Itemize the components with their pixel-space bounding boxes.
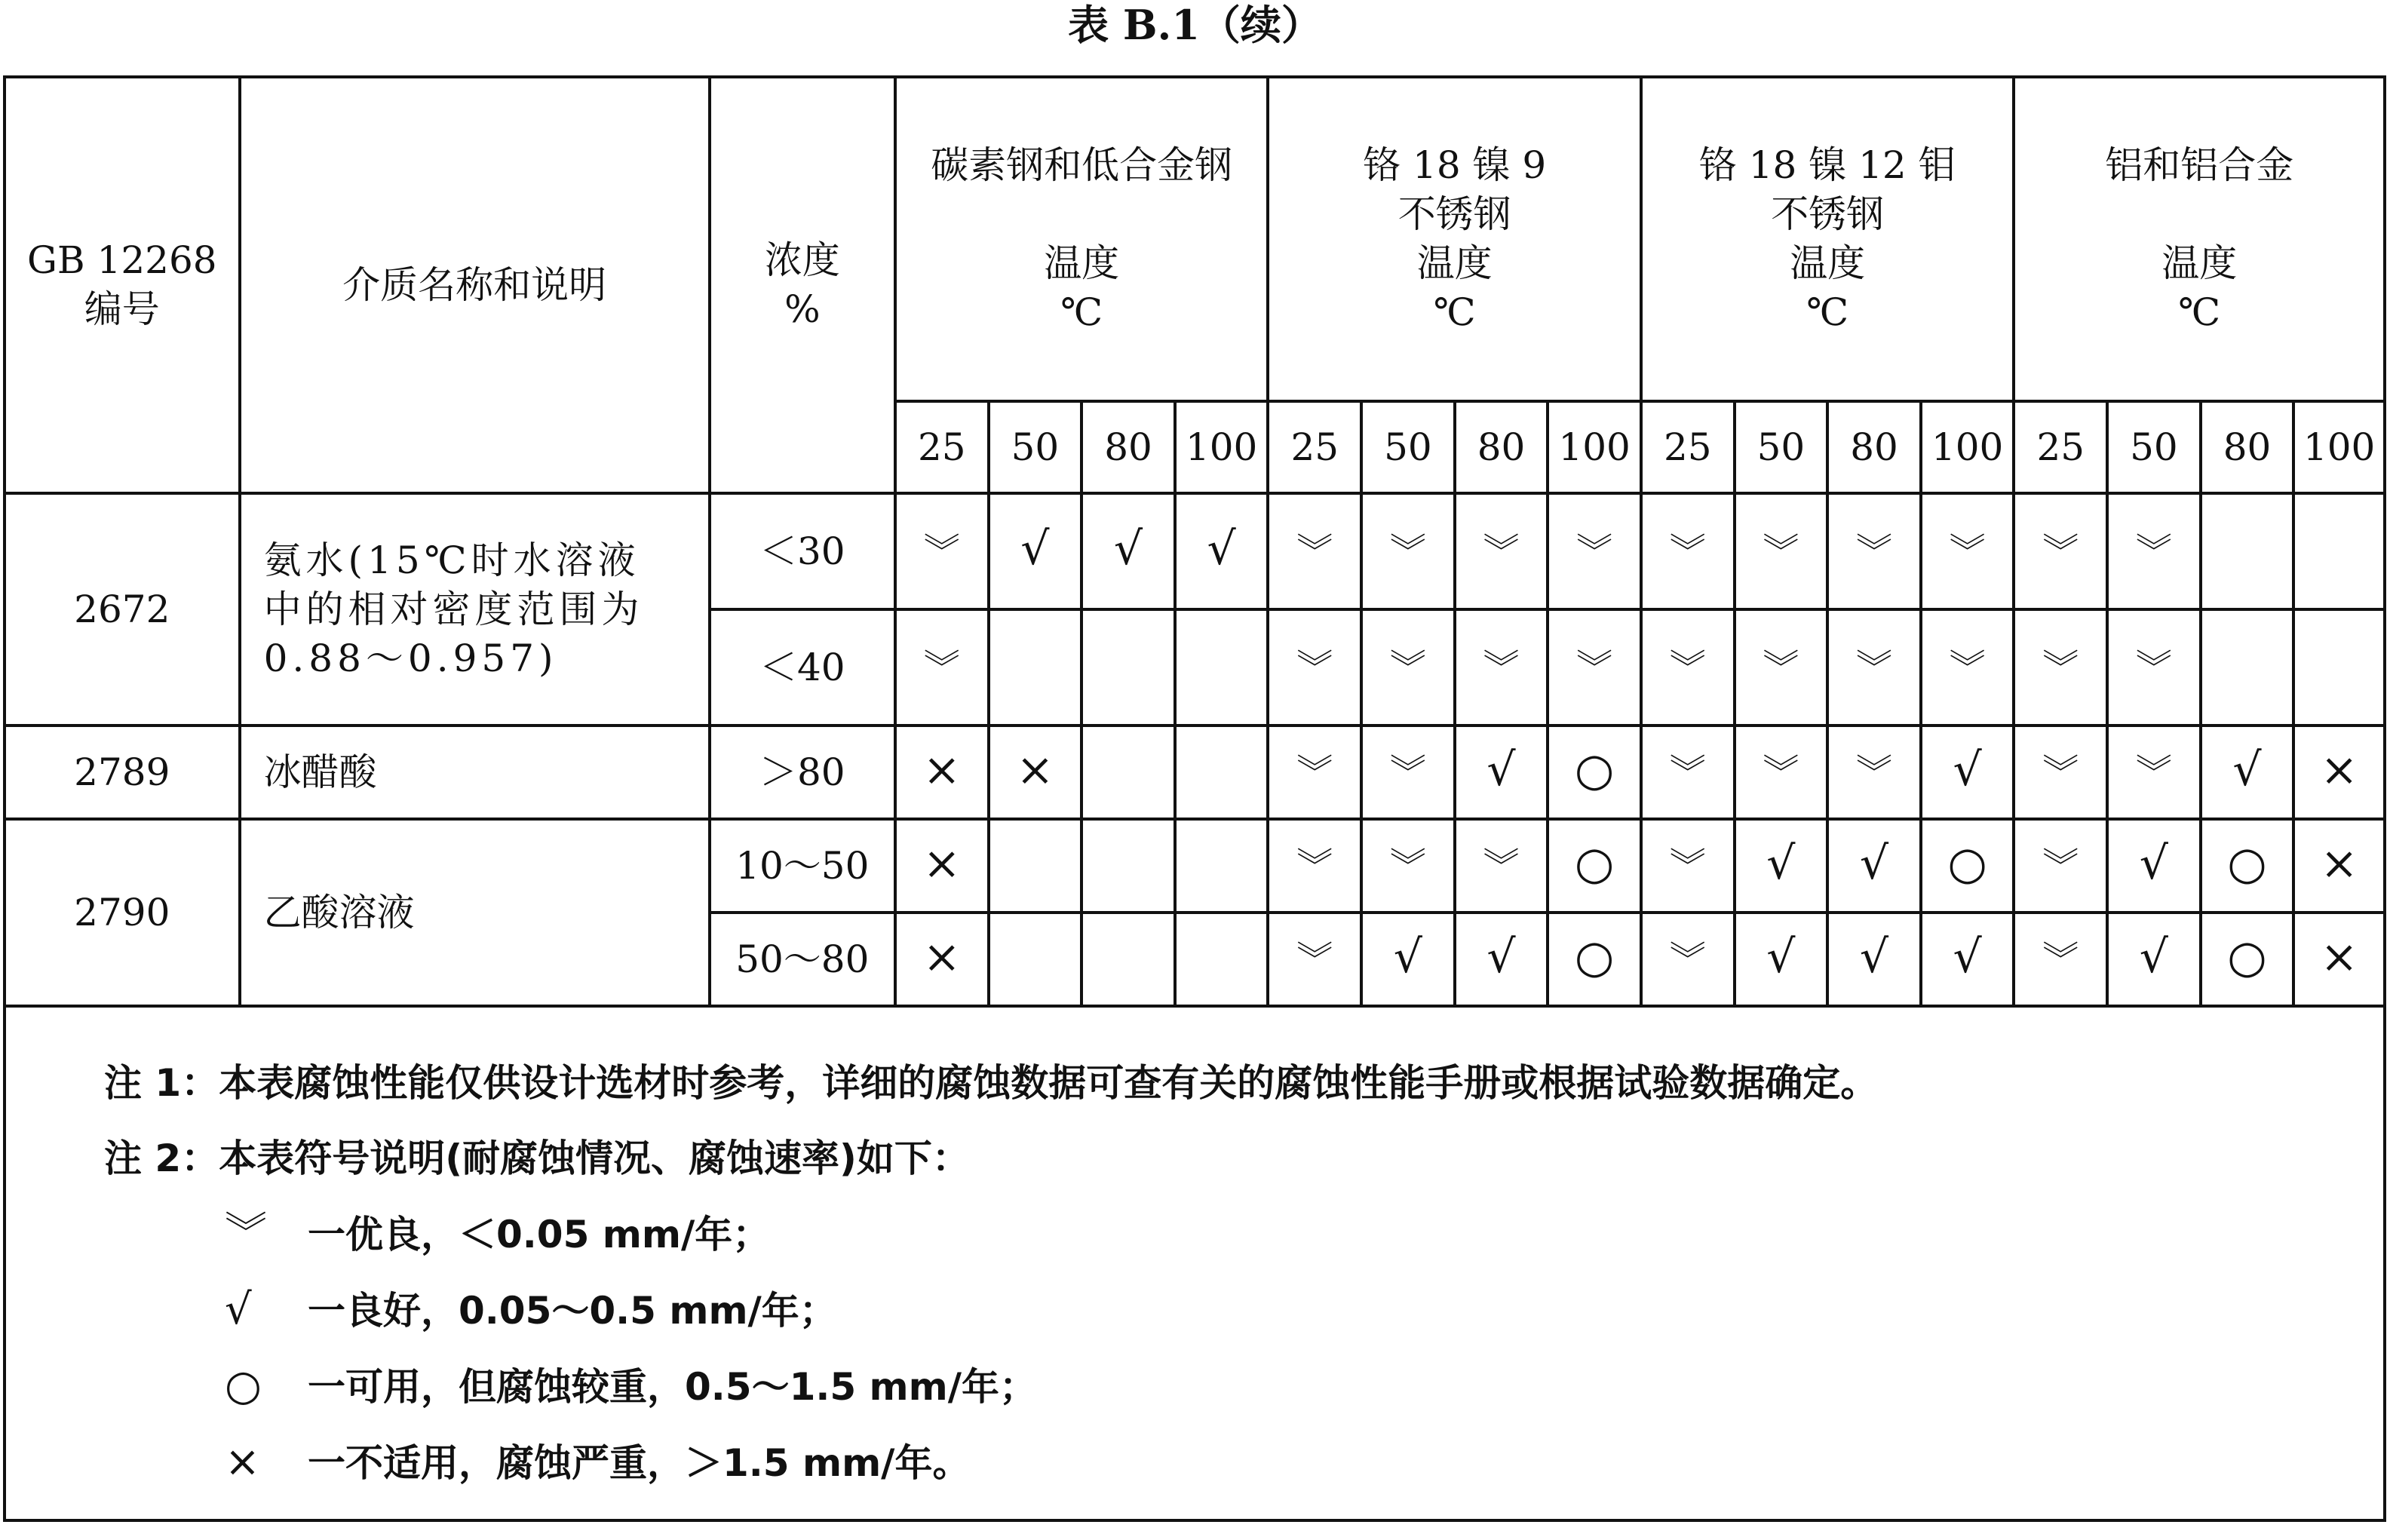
corrosion-cell [1361, 819, 1455, 913]
corrosion-cell [2293, 726, 2385, 819]
checkmark-icon: √ [1953, 931, 1982, 983]
corrosion-cell [1641, 819, 1735, 913]
temp-header: 50 [1735, 401, 1828, 493]
header-material-cr18ni12mo [1641, 77, 2014, 401]
corrosion-cell [1455, 493, 1548, 609]
table-row [5, 819, 2385, 913]
excellent-symbol-icon: ︾ [1763, 751, 1799, 794]
corrosion-cell [2293, 493, 2385, 609]
corrosion-cell [1921, 609, 2014, 726]
corrosion-cell [989, 726, 1082, 819]
corrosion-cell [1175, 493, 1269, 609]
excellent-symbol-icon: ︾ [1855, 751, 1892, 794]
checkmark-icon: √ [225, 1285, 252, 1334]
corrosion-cell [2014, 609, 2107, 726]
excellent-symbol-icon: ︾ [1855, 646, 1892, 689]
corrosion-cell [2107, 913, 2201, 1006]
table-row [5, 493, 2385, 609]
corrosion-cell [1081, 726, 1175, 819]
notes-cell [5, 1006, 2385, 1520]
corrosion-cell [1081, 913, 1175, 1006]
corrosion-cell [2201, 726, 2294, 819]
legend-text: 一不适用，腐蚀严重，＞1.5 mm/年。 [308, 1441, 971, 1485]
checkmark-icon: √ [1486, 744, 1516, 796]
excellent-symbol-icon: ︾ [1669, 751, 1706, 794]
corrosion-cell [1921, 493, 2014, 609]
temp-header: 100 [1548, 401, 1641, 493]
header-material-cr18ni12mo-text: 铬 18 镍 12 钼 不锈钢 温度 ℃ [1698, 143, 1956, 334]
legend-text: 一良好，0.05～0.5 mm/年； [308, 1289, 837, 1333]
corrosion-cell [989, 609, 1082, 726]
corrosion-cell [1921, 819, 2014, 913]
excellent-symbol-icon: ︾ [1389, 530, 1426, 573]
checkmark-icon: √ [1859, 931, 1889, 983]
corrosion-cell [1921, 726, 2014, 819]
excellent-symbol-icon: ︾ [1669, 938, 1706, 981]
corrosion-table [3, 75, 2386, 1522]
excellent-symbol-icon: ︾ [2042, 751, 2079, 794]
header-material-cr18ni9-text: 铬 18 镍 9 不锈钢 温度 ℃ [1363, 143, 1547, 334]
checkmark-icon: √ [1766, 931, 1796, 983]
corrosion-cell [2107, 726, 2201, 819]
cross-icon: × [225, 1437, 260, 1486]
header-material-aluminum-text: 铝和铝合金 温度 ℃ [2105, 143, 2294, 334]
corrosion-cell [1827, 913, 1921, 1006]
corrosion-cell [1921, 913, 2014, 1006]
corrosion-cell [1641, 913, 1735, 1006]
corrosion-cell [1455, 913, 1548, 1006]
excellent-symbol-icon: ︾ [1296, 845, 1333, 888]
excellent-symbol-icon: ︾ [1763, 646, 1799, 689]
temp-header: 80 [1455, 401, 1548, 493]
corrosion-cell [2107, 493, 2201, 609]
corrosion-cell [1268, 913, 1361, 1006]
excellent-symbol-icon: ︾ [1296, 530, 1333, 573]
corrosion-cell [989, 913, 1082, 1006]
circle-icon: ○ [1574, 931, 1615, 983]
corrosion-cell [1081, 609, 1175, 726]
corrosion-cell [1175, 819, 1269, 913]
header-medium-text: 介质名称和说明 [342, 262, 607, 307]
excellent-symbol-icon: ︾ [2042, 938, 2079, 981]
row-concentration: ＜30 [710, 493, 895, 609]
excellent-symbol-icon: ︾ [2042, 530, 2079, 573]
excellent-symbol-icon: ︾ [1763, 530, 1799, 573]
row-concentration: 10～50 [710, 819, 895, 913]
temp-header: 25 [2014, 401, 2107, 493]
checkmark-icon: √ [1207, 523, 1236, 575]
cross-icon: × [922, 837, 961, 890]
corrosion-cell [1827, 493, 1921, 609]
temp-header: 50 [1361, 401, 1455, 493]
corrosion-cell [2293, 609, 2385, 726]
legend-text: 一优良，＜0.05 mm/年； [308, 1213, 771, 1256]
excellent-symbol-icon: ︾ [923, 646, 960, 689]
header-material-cr18ni9 [1268, 77, 1641, 401]
corrosion-cell [2293, 819, 2385, 913]
excellent-symbol-icon: ︾ [1389, 646, 1426, 689]
legend-unsuitable [104, 1425, 2383, 1501]
checkmark-icon: √ [1859, 837, 1889, 890]
corrosion-cell [989, 493, 1082, 609]
row-concentration: ＞80 [710, 726, 895, 819]
temp-header: 100 [2293, 401, 2385, 493]
circle-icon: ○ [1574, 837, 1615, 890]
temp-header: 100 [1175, 401, 1269, 493]
excellent-symbol-icon: ︾ [923, 530, 960, 573]
corrosion-cell [1361, 726, 1455, 819]
temp-header: 50 [2107, 401, 2201, 493]
corrosion-cell [895, 609, 989, 726]
legend-text: 一可用，但腐蚀较重，0.5～1.5 mm/年； [308, 1365, 1038, 1409]
excellent-symbol-icon: ︾ [1669, 646, 1706, 689]
legend-good [104, 1272, 2383, 1348]
legend-excellent [104, 1196, 2383, 1272]
temp-header: 80 [1827, 401, 1921, 493]
corrosion-cell [1735, 819, 1828, 913]
excellent-symbol-icon: ︾ [225, 1209, 267, 1258]
row-concentration: ＜40 [710, 609, 895, 726]
excellent-symbol-icon: ︾ [1296, 751, 1333, 794]
corrosion-cell [1548, 493, 1641, 609]
excellent-symbol-icon: ︾ [1669, 530, 1706, 573]
excellent-symbol-icon: ︾ [1949, 646, 1986, 689]
corrosion-cell [2201, 493, 2294, 609]
corrosion-cell [1641, 493, 1735, 609]
corrosion-cell [2201, 819, 2294, 913]
header-material-aluminum [2014, 77, 2385, 401]
cross-icon: × [2320, 744, 2358, 796]
row-medium: 乙酸溶液 [240, 819, 710, 1006]
corrosion-cell [2014, 726, 2107, 819]
corrosion-cell [1548, 913, 1641, 1006]
corrosion-cell [1827, 726, 1921, 819]
corrosion-cell [1455, 819, 1548, 913]
excellent-symbol-icon: ︾ [2135, 646, 2172, 689]
row-concentration: 50～80 [710, 913, 895, 1006]
corrosion-cell [1735, 609, 1828, 726]
corrosion-cell [1268, 726, 1361, 819]
corrosion-cell [1175, 726, 1269, 819]
cross-icon: × [922, 931, 961, 983]
corrosion-cell [2014, 913, 2107, 1006]
excellent-symbol-icon: ︾ [1576, 646, 1613, 689]
row-code: 2790 [5, 819, 240, 1006]
excellent-symbol-icon: ︾ [1483, 646, 1520, 689]
circle-icon: ○ [225, 1361, 262, 1410]
checkmark-icon: √ [1113, 523, 1143, 575]
corrosion-cell [1361, 913, 1455, 1006]
corrosion-cell [2293, 913, 2385, 1006]
checkmark-icon: √ [1393, 931, 1422, 983]
corrosion-cell [2201, 913, 2294, 1006]
excellent-symbol-icon: ︾ [1483, 845, 1520, 888]
corrosion-cell [1268, 609, 1361, 726]
row-medium-text: 氨水(15℃时水溶液 中的相对密度范围为 0.88～0.957) [263, 538, 644, 680]
header-material-carbon-steel [895, 77, 1269, 401]
temp-header: 25 [1268, 401, 1361, 493]
excellent-symbol-icon: ︾ [1296, 938, 1333, 981]
corrosion-cell [1361, 493, 1455, 609]
temp-header: 50 [989, 401, 1082, 493]
corrosion-cell [1455, 609, 1548, 726]
header-code [5, 77, 240, 493]
excellent-symbol-icon: ︾ [1389, 751, 1426, 794]
legend-usable [104, 1348, 2383, 1425]
corrosion-cell [2107, 609, 2201, 726]
checkmark-icon: √ [1766, 837, 1796, 890]
cross-icon: × [2320, 931, 2358, 983]
corrosion-cell [1641, 726, 1735, 819]
excellent-symbol-icon: ︾ [2042, 845, 2079, 888]
corrosion-cell [2014, 493, 2107, 609]
corrosion-cell [1361, 609, 1455, 726]
corrosion-cell [1268, 819, 1361, 913]
corrosion-cell [895, 819, 989, 913]
corrosion-cell [895, 493, 989, 609]
corrosion-cell [1268, 493, 1361, 609]
corrosion-cell [1175, 913, 1269, 1006]
excellent-symbol-icon: ︾ [1669, 845, 1706, 888]
table-title: 表 B.1（续） [1068, 1, 1322, 49]
header-material-carbon-steel-text: 碳素钢和低合金钢 温度 ℃ [931, 143, 1233, 334]
excellent-symbol-icon: ︾ [1483, 530, 1520, 573]
corrosion-cell [2201, 609, 2294, 726]
corrosion-cell [1455, 726, 1548, 819]
corrosion-cell [1641, 609, 1735, 726]
checkmark-icon: √ [1020, 523, 1050, 575]
checkmark-icon: √ [2139, 837, 2168, 890]
checkmark-icon: √ [1486, 931, 1516, 983]
excellent-symbol-icon: ︾ [2042, 646, 2079, 689]
excellent-symbol-icon: ︾ [1949, 530, 1986, 573]
corrosion-cell [2014, 819, 2107, 913]
corrosion-cell [1735, 493, 1828, 609]
note-2: 注 2：本表符号说明(耐腐蚀情况、腐蚀速率)如下： [104, 1137, 970, 1180]
header-row-1 [5, 77, 2385, 401]
temp-header: 100 [1921, 401, 2014, 493]
circle-icon: ○ [2227, 837, 2267, 890]
corrosion-cell [1735, 726, 1828, 819]
table-row [5, 726, 2385, 819]
corrosion-cell [2107, 819, 2201, 913]
corrosion-cell [1081, 493, 1175, 609]
circle-icon: ○ [1574, 744, 1615, 796]
checkmark-icon: √ [1953, 744, 1982, 796]
corrosion-cell [1548, 726, 1641, 819]
corrosion-cell [1827, 609, 1921, 726]
header-concentration-text: 浓度 % [764, 238, 840, 331]
excellent-symbol-icon: ︾ [1389, 845, 1426, 888]
temp-header: 25 [1641, 401, 1735, 493]
temp-header: 25 [895, 401, 989, 493]
header-concentration [710, 77, 895, 493]
row-medium [240, 493, 710, 726]
corrosion-cell [1548, 609, 1641, 726]
corrosion-cell [1081, 819, 1175, 913]
cross-icon: × [1016, 744, 1054, 796]
excellent-symbol-icon: ︾ [2135, 530, 2172, 573]
circle-icon: ○ [2227, 931, 2267, 983]
excellent-symbol-icon: ︾ [2135, 751, 2172, 794]
cross-icon: × [922, 744, 961, 796]
corrosion-cell [1548, 819, 1641, 913]
corrosion-cell [989, 819, 1082, 913]
header-medium [240, 77, 710, 493]
excellent-symbol-icon: ︾ [1855, 530, 1892, 573]
temp-header: 80 [1081, 401, 1175, 493]
checkmark-icon: √ [2139, 931, 2168, 983]
corrosion-cell [895, 913, 989, 1006]
corrosion-cell [1175, 609, 1269, 726]
row-code: 2672 [5, 493, 240, 726]
notes-row [5, 1006, 2385, 1520]
row-code: 2789 [5, 726, 240, 819]
corrosion-cell [1827, 819, 1921, 913]
corrosion-cell [1735, 913, 1828, 1006]
excellent-symbol-icon: ︾ [1576, 530, 1613, 573]
circle-icon: ○ [1947, 837, 1987, 890]
corrosion-cell [895, 726, 989, 819]
header-code-text: GB 12268 编号 [26, 238, 217, 331]
temp-header: 80 [2201, 401, 2294, 493]
excellent-symbol-icon: ︾ [1296, 646, 1333, 689]
note-1: 注 1：本表腐蚀性能仅供设计选材时参考，详细的腐蚀数据可查有关的腐蚀性能手册或根据试验数据确定。 [104, 1061, 1879, 1105]
cross-icon: × [2320, 837, 2358, 890]
checkmark-icon: √ [2232, 744, 2262, 796]
row-medium: 冰醋酸 [240, 726, 710, 819]
